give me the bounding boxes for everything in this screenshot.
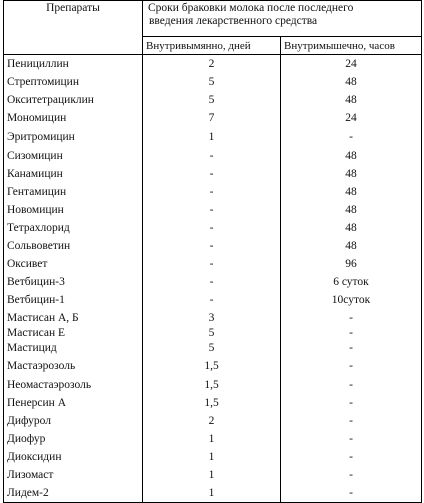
intramuscular-hours-cell: 48 xyxy=(281,183,422,201)
drug-name-cell: Мастисан Е xyxy=(4,327,143,340)
intramammary-days-cell: 1,5 xyxy=(143,394,281,412)
table-row xyxy=(4,273,422,291)
table-row xyxy=(4,73,422,91)
intramuscular-hours-cell: - xyxy=(281,356,422,376)
table-row xyxy=(4,394,422,412)
drug-name-cell: Неомастаэрозоль xyxy=(4,376,143,394)
table-row xyxy=(4,309,422,327)
drug-name-cell: Мастицид xyxy=(4,340,143,356)
intramammary-days-cell: 1 xyxy=(143,448,281,466)
drug-name-cell: Пенициллин xyxy=(4,55,143,74)
drug-name-cell: Ветбицин-3 xyxy=(4,273,143,291)
intramammary-days-cell: 1 xyxy=(143,466,281,484)
intramammary-days-cell: - xyxy=(143,183,281,201)
intramammary-days-cell: 1 xyxy=(143,430,281,448)
header-withdrawal-line2: введения лекарственного средства xyxy=(149,15,318,27)
intramuscular-hours-cell: 6 суток xyxy=(281,273,422,291)
drug-name-cell: Мономицин xyxy=(4,109,143,127)
drug-name-cell: Мастисан А, Б xyxy=(4,309,143,327)
intramuscular-hours-cell: - xyxy=(281,394,422,412)
intramuscular-hours-cell: - xyxy=(281,376,422,394)
intramammary-days-cell: 3 xyxy=(143,309,281,327)
intramuscular-hours-cell: 48 xyxy=(281,201,422,219)
intramammary-days-cell: 1,5 xyxy=(143,356,281,376)
table-row xyxy=(4,219,422,237)
intramuscular-hours-cell: - xyxy=(281,127,422,147)
intramammary-days-cell: - xyxy=(143,291,281,309)
table-row xyxy=(4,291,422,309)
intramammary-days-cell: 5 xyxy=(143,340,281,356)
intramammary-days-cell: - xyxy=(143,237,281,255)
table-row xyxy=(4,201,422,219)
intramammary-days-cell: 2 xyxy=(143,55,281,74)
intramuscular-hours-cell: 48 xyxy=(281,219,422,237)
intramuscular-hours-cell: - xyxy=(281,430,422,448)
intramammary-days-cell: 2 xyxy=(143,412,281,430)
drug-name-cell: Гентамицин xyxy=(4,183,143,201)
table-body xyxy=(4,55,422,503)
drug-name-cell: Диоксидин xyxy=(4,448,143,466)
table-row xyxy=(4,91,422,109)
table-row xyxy=(4,376,422,394)
intramammary-days-cell: 5 xyxy=(143,91,281,109)
intramuscular-hours-cell: - xyxy=(281,484,422,503)
withdrawal-table xyxy=(3,0,422,503)
drug-name-cell: Ветбицин-1 xyxy=(4,291,143,309)
drug-name-cell: Новомицин xyxy=(4,201,143,219)
intramuscular-hours-cell: - xyxy=(281,448,422,466)
table-row xyxy=(4,55,422,74)
intramammary-days-cell: - xyxy=(143,147,281,165)
table-row xyxy=(4,327,422,340)
header-intramammary: Внутривымянно, дней xyxy=(143,37,281,55)
table-row xyxy=(4,448,422,466)
table-row xyxy=(4,255,422,273)
intramuscular-hours-cell: 24 xyxy=(281,109,422,127)
intramammary-days-cell: - xyxy=(143,273,281,291)
intramuscular-hours-cell: 48 xyxy=(281,91,422,109)
intramuscular-hours-cell: 48 xyxy=(281,147,422,165)
drug-name-cell: Лидем-2 xyxy=(4,484,143,503)
drug-milk-withdrawal-table-sheet xyxy=(3,0,421,499)
drug-name-cell: Оксивет xyxy=(4,255,143,273)
table-row xyxy=(4,237,422,255)
table-row xyxy=(4,183,422,201)
intramuscular-hours-cell: 48 xyxy=(281,237,422,255)
table-row xyxy=(4,165,422,183)
table-row xyxy=(4,147,422,165)
drug-name-cell: Пенерсин А xyxy=(4,394,143,412)
table-row xyxy=(4,412,422,430)
intramuscular-hours-cell: - xyxy=(281,412,422,430)
intramuscular-hours-cell: - xyxy=(281,309,422,327)
intramammary-days-cell: 1 xyxy=(143,484,281,503)
drug-name-cell: Канамицин xyxy=(4,165,143,183)
drug-name-cell: Эритромицин xyxy=(4,127,143,147)
drug-name-cell: Сольвоветин xyxy=(4,237,143,255)
intramammary-days-cell: 5 xyxy=(143,327,281,340)
intramammary-days-cell: - xyxy=(143,219,281,237)
intramammary-days-cell: 1 xyxy=(143,127,281,147)
intramammary-days-cell: - xyxy=(143,255,281,273)
table-row xyxy=(4,430,422,448)
drug-name-cell: Стрептомицин xyxy=(4,73,143,91)
table-row xyxy=(4,466,422,484)
intramuscular-hours-cell: 48 xyxy=(281,73,422,91)
table-header xyxy=(4,1,422,55)
drug-name-cell: Сизомицин xyxy=(4,147,143,165)
intramuscular-hours-cell: 24 xyxy=(281,55,422,74)
table-row xyxy=(4,356,422,376)
intramuscular-hours-cell: 48 xyxy=(281,165,422,183)
header-withdrawal-line1: Сроки браковки молока после последнего xyxy=(148,2,354,14)
intramuscular-hours-cell: - xyxy=(281,327,422,340)
intramuscular-hours-cell: 10суток xyxy=(281,291,422,309)
header-drugs: Препараты xyxy=(4,1,143,55)
drug-name-cell: Дифурол xyxy=(4,412,143,430)
drug-name-cell: Мастаэрозоль xyxy=(4,356,143,376)
table-row xyxy=(4,109,422,127)
intramuscular-hours-cell: - xyxy=(281,466,422,484)
drug-name-cell: Тетрахлорид xyxy=(4,219,143,237)
intramammary-days-cell: 5 xyxy=(143,73,281,91)
intramammary-days-cell: 7 xyxy=(143,109,281,127)
table-row xyxy=(4,127,422,147)
intramammary-days-cell: 1,5 xyxy=(143,376,281,394)
drug-name-cell: Лизомаст xyxy=(4,466,143,484)
intramammary-days-cell: - xyxy=(143,165,281,183)
intramammary-days-cell: - xyxy=(143,201,281,219)
drug-name-cell: Диофур xyxy=(4,430,143,448)
intramuscular-hours-cell: 96 xyxy=(281,255,422,273)
header-withdrawal-period xyxy=(143,1,422,37)
table-row xyxy=(4,340,422,356)
intramuscular-hours-cell: - xyxy=(281,340,422,356)
drug-name-cell: Окситетрациклин xyxy=(4,91,143,109)
table-row xyxy=(4,484,422,503)
header-intramuscular: Внутримышечно, часов xyxy=(281,37,422,55)
